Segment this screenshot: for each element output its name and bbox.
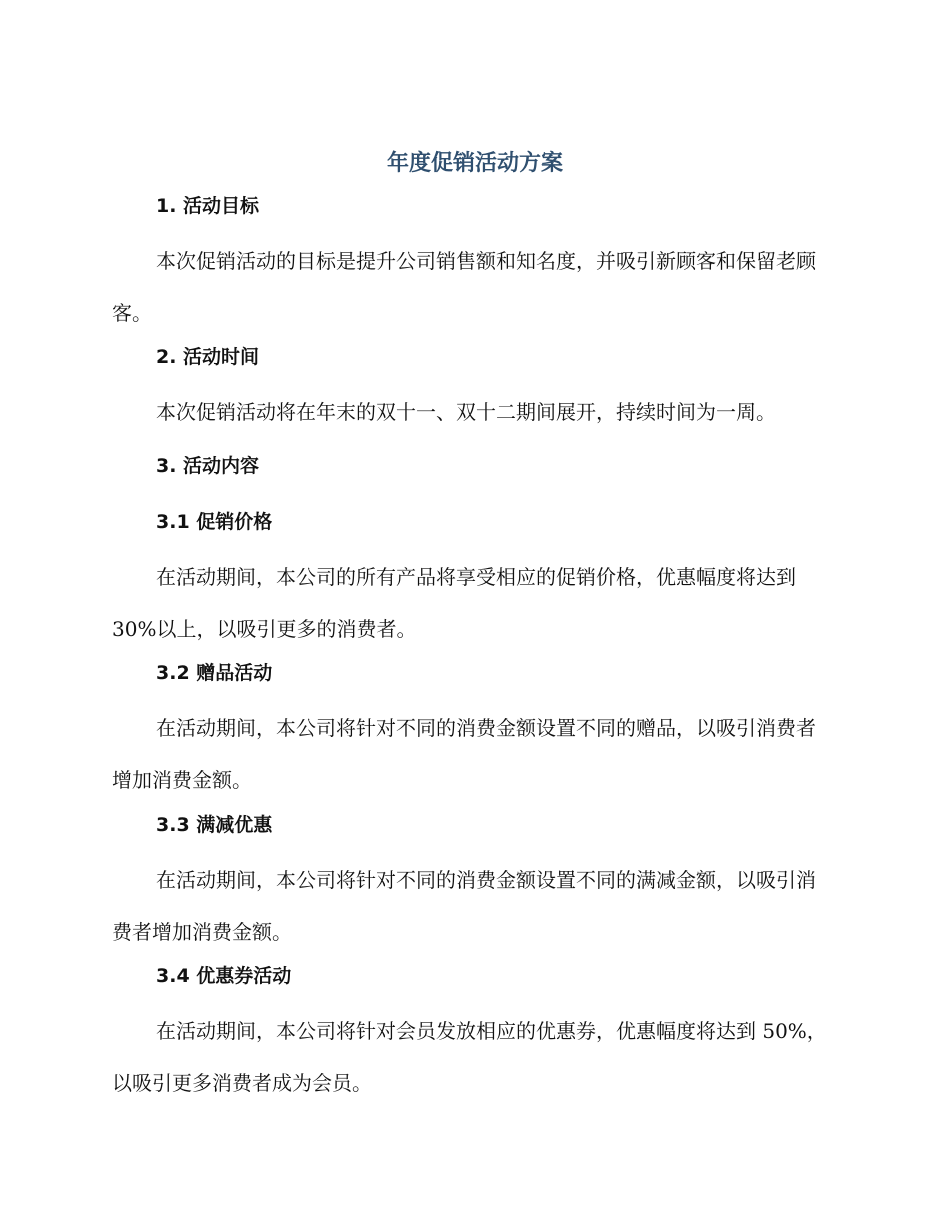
- section-heading-goal: 1. 活动目标: [156, 195, 260, 217]
- section-body-price: 在活动期间，本公司的所有产品将享受相应的促销价格，优惠幅度将达到 30%以上，以吸引更多的消费者。: [112, 565, 796, 641]
- section-body-time: 本次促销活动将在年末的双十一、双十二期间展开，持续时间为一周。: [156, 400, 776, 424]
- section-heading-gift: 3.2 赠品活动: [156, 662, 273, 684]
- section-body-gift: 在活动期间，本公司将针对不同的消费金额设置不同的赠品，以吸引消费者增加消费金额。: [112, 716, 816, 792]
- section-heading-discount: 3.3 满减优惠: [156, 814, 273, 836]
- section-body-discount: 在活动期间，本公司将针对不同的消费金额设置不同的满减金额，以吸引消费者增加消费金额。: [112, 868, 816, 944]
- section-body-coupon: 在活动期间，本公司将针对会员发放相应的优惠券，优惠幅度将达到 50%，以吸引更多消费者成为会员。: [112, 1019, 827, 1095]
- document-title: 年度促销活动方案: [386, 151, 563, 176]
- section-heading-price: 3.1 促销价格: [156, 511, 273, 533]
- section-heading-content: 3. 活动内容: [156, 455, 260, 477]
- section-body-goal: 本次促销活动的目标是提升公司销售额和知名度，并吸引新顾客和保留老顾客。: [112, 249, 816, 325]
- section-heading-time: 2. 活动时间: [156, 346, 260, 368]
- section-heading-coupon: 3.4 优惠券活动: [156, 965, 292, 987]
